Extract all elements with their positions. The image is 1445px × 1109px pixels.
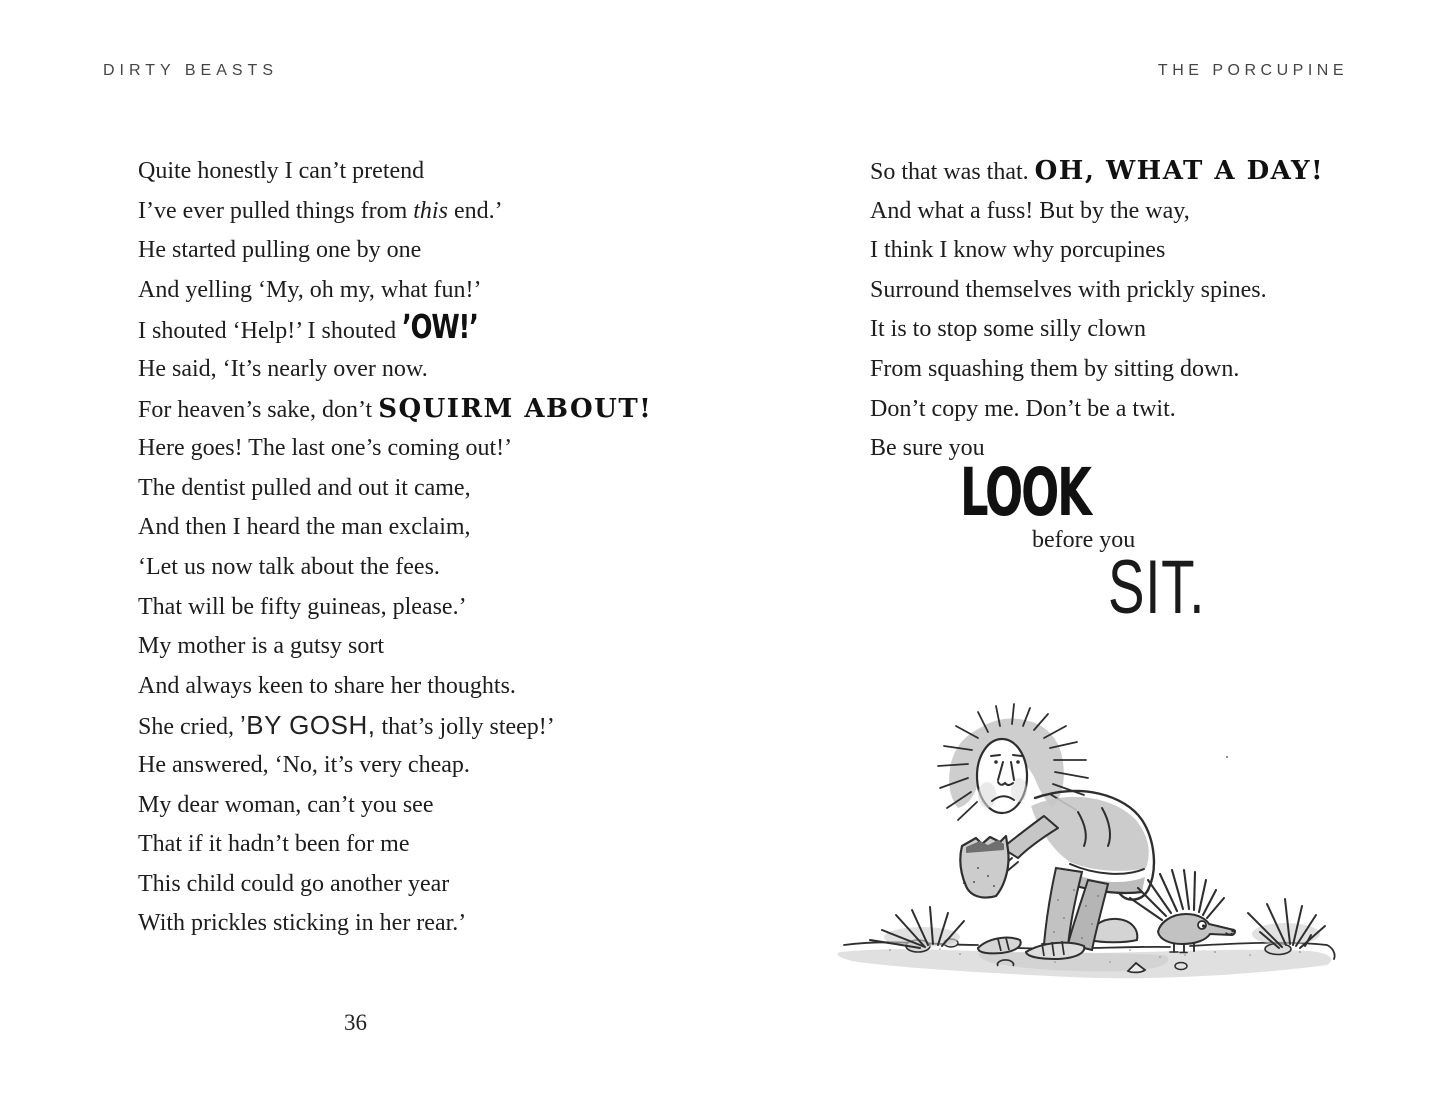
poem-text: So that was that. xyxy=(870,159,1035,185)
running-header-left: DIRTY BEASTS xyxy=(103,62,278,79)
poem-line: The dentist pulled and out it came, xyxy=(138,474,471,501)
poem-line: He answered, ‘No, it’s very cheap. xyxy=(138,751,470,778)
page-number: 36 xyxy=(344,1010,367,1035)
poem-line xyxy=(138,307,652,350)
poem-line: And then I heard the man exclaim, xyxy=(138,514,471,541)
poem-line: This child could go another year xyxy=(138,870,450,897)
sit-word: SIT. xyxy=(1108,545,1206,630)
poem-line xyxy=(870,152,1324,192)
poem-line: It is to stop some silly clown xyxy=(870,316,1146,343)
left-page-poem xyxy=(138,152,652,944)
poem-text: end.’ xyxy=(447,197,503,224)
ink-speck xyxy=(1226,756,1228,758)
poem-text: For heaven’s sake, don’t xyxy=(138,396,379,423)
poem-line: Don’t copy me. Don’t be a twit. xyxy=(870,395,1176,422)
poem-line: He started pulling one by one xyxy=(138,237,422,264)
poem-line: From squashing them by sitting down. xyxy=(870,355,1240,382)
poem-line: That will be fifty guineas, please.’ xyxy=(138,593,467,620)
poem-emphasis-slab: SQUIRM ABOUT! xyxy=(378,393,653,424)
poem-line: I think I know why porcupines xyxy=(870,237,1166,264)
look-word: LOOK xyxy=(960,454,1090,531)
poem-line: ‘Let us now talk about the fees. xyxy=(138,553,440,580)
poem-emphasis-slab: OH, WHAT A DAY! xyxy=(1034,156,1325,186)
poem-emphasis-caps: ’BY GOSH, xyxy=(239,710,376,741)
porcupine xyxy=(1130,870,1235,953)
poem-line: Surround themselves with prickly spines. xyxy=(870,276,1267,303)
poem-line: With prickles sticking in her rear.’ xyxy=(138,910,467,937)
illustration-child-and-porcupine xyxy=(830,700,1350,1000)
poem-text: that’s jolly steep!’ xyxy=(375,714,555,741)
poem-line xyxy=(138,192,652,232)
grass-right xyxy=(1248,899,1325,948)
poem-line: That if it hadn’t been for me xyxy=(138,831,410,858)
poem-emphasis-bold-ow: ’OW!’ xyxy=(402,307,478,347)
poem-line: And always keen to share her thoughts. xyxy=(138,672,516,699)
running-header-right: THE PORCUPINE xyxy=(1157,62,1348,79)
poem-line: And what a fuss! But by the way, xyxy=(870,197,1190,224)
grass-left xyxy=(870,907,964,948)
poem-line xyxy=(138,706,652,746)
poem-emphasis-italic: this xyxy=(413,197,448,224)
right-page-poem xyxy=(870,152,1324,469)
poem-line: And yelling ‘My, oh my, what fun!’ xyxy=(138,276,482,303)
poem-line: Quite honestly I can’t pretend xyxy=(138,158,425,184)
poem-line: My dear woman, can’t you see xyxy=(138,791,434,818)
poem-line: Here goes! The last one’s coming out!’ xyxy=(138,435,513,462)
poem-text: I shouted ‘Help!’ I shouted xyxy=(138,318,403,345)
poem-text: I’ve ever pulled things from xyxy=(138,197,414,224)
pot xyxy=(960,836,1008,898)
before-you-text: before you xyxy=(1032,527,1136,553)
poem-line xyxy=(138,390,652,430)
poem-line: My mother is a gutsy sort xyxy=(138,633,384,660)
girl-face xyxy=(977,739,1027,813)
poem-line: He said, ‘It’s nearly over now. xyxy=(138,355,428,382)
poem-text: She cried, xyxy=(138,714,240,741)
poem-line: Be sure you xyxy=(870,435,985,462)
